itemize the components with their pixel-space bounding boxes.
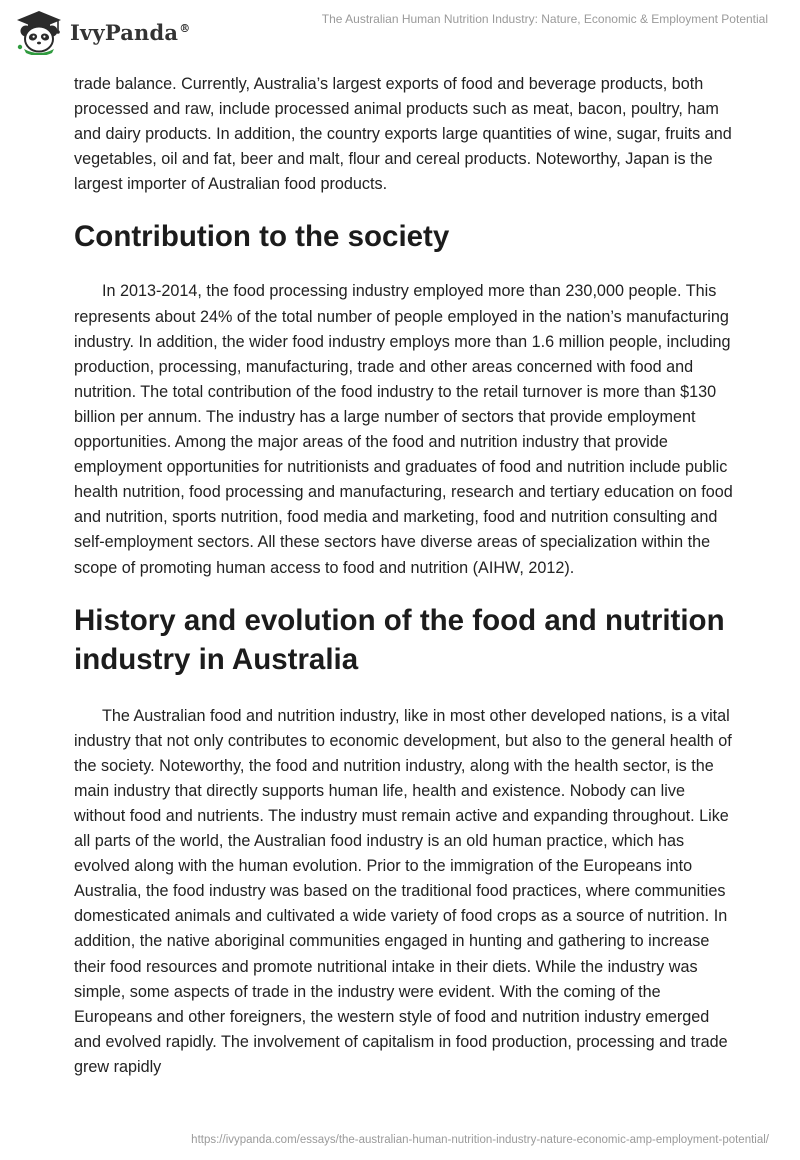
essay-content bbox=[74, 72, 734, 1080]
history-paragraph: The Australian food and nutrition industry, like in most other developed nations, is a vital industry that not only contributes to economic development, but also to the general health of the society. Noteworthy, the food and nutrition industry, along with the health sector, is the main industry that directly supports human life, health and existence. Nobody can live without food and nutrients. The industry must remain active and expanding throughout. Like all parts of the world, the Australian food industry is an old human practice, which has evolved along with the human evolution. Prior to the immigration of the Europeans into Australia, the food industry was based on the traditional food practices, where communities domesticated animals and cultivated a wide variety of food crops as a source of nutrition. In addition, the native aboriginal communities engaged in hunting and gathering to increase their food resources and promote nutritional intake in their diets. While the industry was simple, some aspects of trade in the industry were evident. With the coming of the Europeans and other foreigners, the western style of food and nutrition industry emerged and evolved rapidly. The involvement of capitalism in food production, processing and trade grew rapidly bbox=[74, 706, 732, 1076]
intro-paragraph: trade balance. Currently, Australia’s largest exports of food and beverage products, both processed and raw, include processed animal products such as meat, bacon, poultry, ham and dairy products. In addition, the country exports large quantities of wine, sugar, fruits and vegetables, oil and fat, beer and malt, flour and cereal products. Noteworthy, Japan is the largest importer of Australian food products. bbox=[74, 75, 732, 194]
panda-graduate-logo-icon bbox=[14, 9, 64, 55]
section-heading-contribution: Contribution to the society bbox=[74, 220, 450, 254]
document-title: The Australian Human Nutrition Industry: Nature, Economic & Employment Potential bbox=[321, 12, 768, 26]
brand-name: IvyPanda® bbox=[70, 19, 191, 45]
contribution-paragraph: In 2013-2014, the food processing industry employed more than 230,000 people. This represents about 24% of the total number of people employed in the nation’s manufacturing industry. In addition, the wider food industry employs more than 1.6 million people, including production, processing, manufacturing, trade and other areas concerned with food and nutrition. The total contribution of the food industry to the retail turnover is more than $130 billion per annum. The industry has a large number of sectors that provide employment opportunities. Among the major areas of the food and nutrition industry that provide employment opportunities for nutritionists and graduates of food and nutrition include public health nutrition, food processing and manufacturing, research and tertiary education on food and nutrition, sports nutrition, food media and marketing, food and nutrition consulting and self-employment sectors. All these sectors have diverse areas of specialization within the scope of promoting human access to food and nutrition (AIHW, 2012). bbox=[74, 282, 733, 577]
registered-mark: ® bbox=[179, 21, 191, 35]
section-heading-history: History and evolution of the food and nutrition industry in Australia bbox=[74, 603, 725, 676]
brand-logo[interactable] bbox=[14, 8, 190, 56]
source-url-link[interactable]: https://ivypanda.com/essays/the-australian-human-nutrition-industry-nature-economic-amp-employment-potential/ bbox=[191, 1134, 769, 1146]
page-header bbox=[0, 0, 800, 60]
